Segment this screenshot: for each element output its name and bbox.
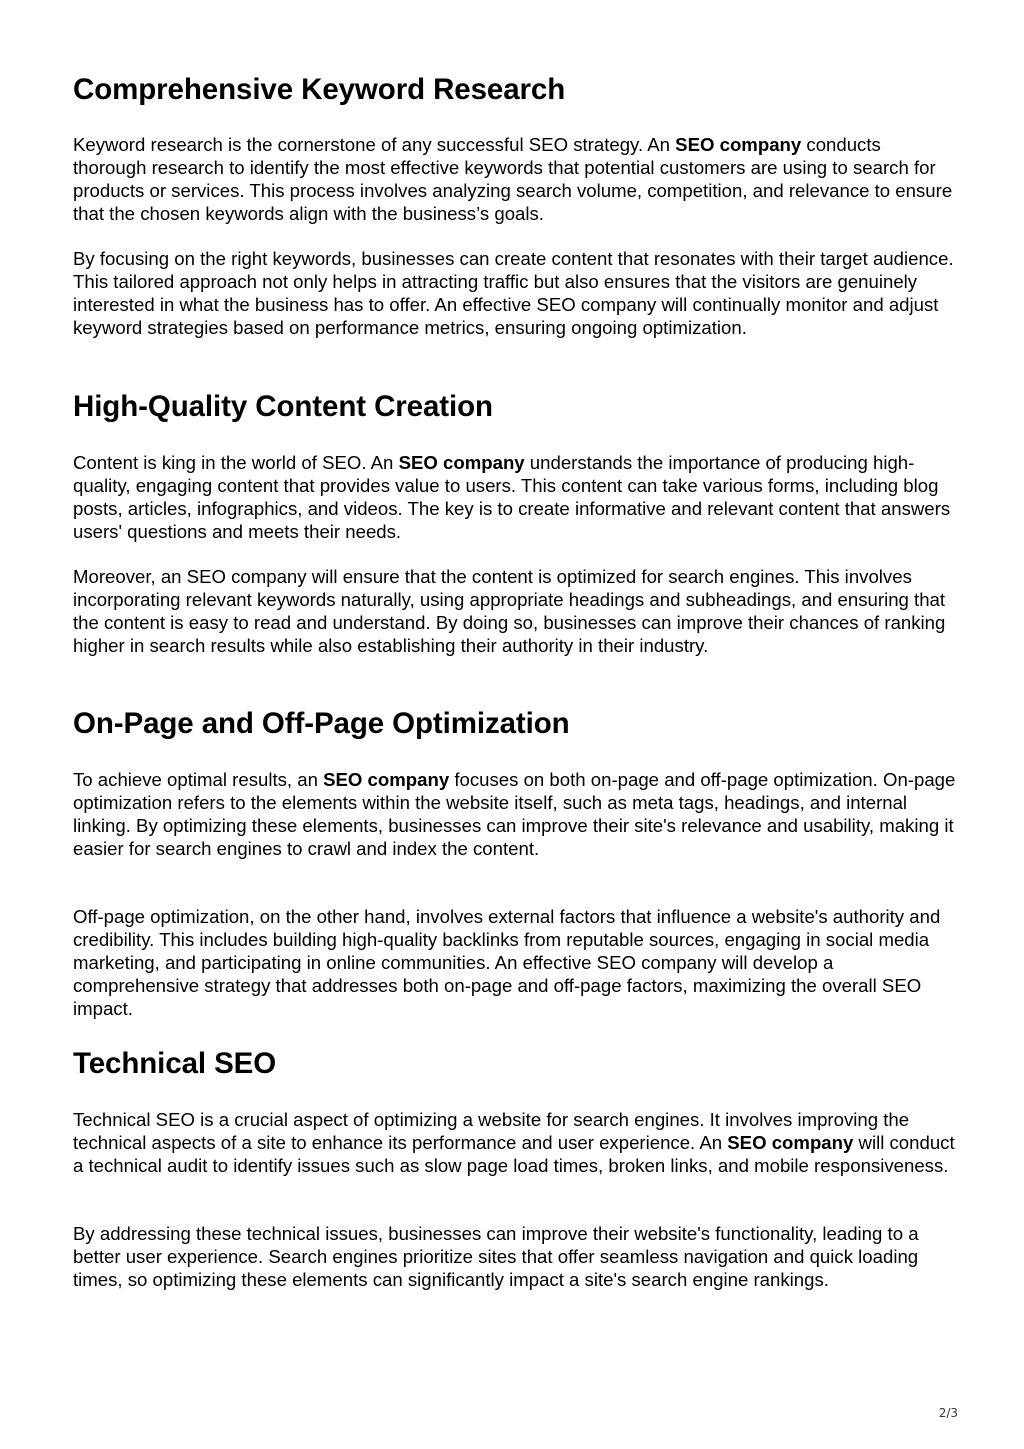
section-heading-on-off-page: On-Page and Off-Page Optimization — [73, 707, 570, 740]
text-span: conducts thorough research to identify the most effective keywords that potential customers are using to search for products or services. This process involves analyzing search volume, competition, and relevance to ensure that the chosen keywords align with the business’s goals. — [73, 134, 953, 224]
bold-text: SEO company — [675, 134, 802, 155]
text-span: Content is king in the world of SEO. An — [73, 452, 399, 473]
section-paragraph: By focusing on the right keywords, businesses can create content that resonates with their target audience. This tailored approach not only helps in attracting traffic but also ensures that the visitors are genuinely interested in what the business has to offer. An effective SEO company will continually monitor and adjust keyword strategies based on performance metrics, ensuring ongoing optimization. — [73, 248, 954, 338]
text-span: Keyword research is the cornerstone of any successful SEO strategy. An — [73, 134, 676, 155]
text-span: Technical SEO is a crucial aspect of optimizing a website for search engines. It involves improving the technical aspects of a site to enhance its performance and user experience. An — [73, 1109, 910, 1153]
section-heading-content-creation: High-Quality Content Creation — [73, 390, 493, 423]
section-paragraph — [73, 133, 958, 225]
page-number: 2/3 — [938, 1406, 958, 1420]
text-span: To achieve optimal results, an — [73, 769, 324, 790]
text-span: understands the importance of producing high-quality, engaging content that provides value to users. This content can take various forms, including blog posts, articles, infographics, and videos. The key is to create informative and relevant content that answers users' questions and meets their needs. — [73, 452, 951, 542]
text-span: will conduct a technical audit to identify issues such as slow page load times, broken links, and mobile responsiveness. — [73, 1132, 955, 1176]
bold-text: SEO company — [398, 452, 525, 473]
section-paragraph — [73, 1108, 958, 1177]
text-span: focuses on both on-page and off-page optimization. On-page optimization refers to the elements within the website itself, such as meta tags, headings, and internal linking. By optimizing these elements, businesses can improve their site's relevance and usability, making it easier for search engines to crawl and index the content. — [73, 769, 956, 859]
section-paragraph — [73, 451, 958, 543]
section-paragraph — [73, 768, 958, 860]
section-paragraph: Moreover, an SEO company will ensure that the content is optimized for search engines. This involves incorporating relevant keywords naturally, using appropriate headings and subheadings, and ensuring that the content is easy to read and understand. By doing so, businesses can improve their chances of ranking higher in search results while also establishing their authority in their industry. — [73, 566, 946, 656]
section-paragraph: By addressing these technical issues, businesses can improve their website's functionality, leading to a better user experience. Search engines prioritize sites that offer seamless navigation and quick loading times, so optimizing these elements can significantly impact a site's search engine rankings. — [73, 1223, 919, 1290]
bold-text: SEO company — [727, 1132, 854, 1153]
section-heading-technical-seo: Technical SEO — [73, 1047, 277, 1080]
bold-text: SEO company — [323, 769, 450, 790]
section-paragraph: Off-page optimization, on the other hand, involves external factors that influence a website's authority and credibility. This includes building high-quality backlinks from reputable sources, engaging in social media marketing, and participating in online communities. An effective SEO company will develop a comprehensive strategy that addresses both on-page and off-page factors, maximizing the overall SEO impact. — [73, 906, 941, 1019]
section-heading-keyword-research: Comprehensive Keyword Research — [73, 73, 566, 106]
